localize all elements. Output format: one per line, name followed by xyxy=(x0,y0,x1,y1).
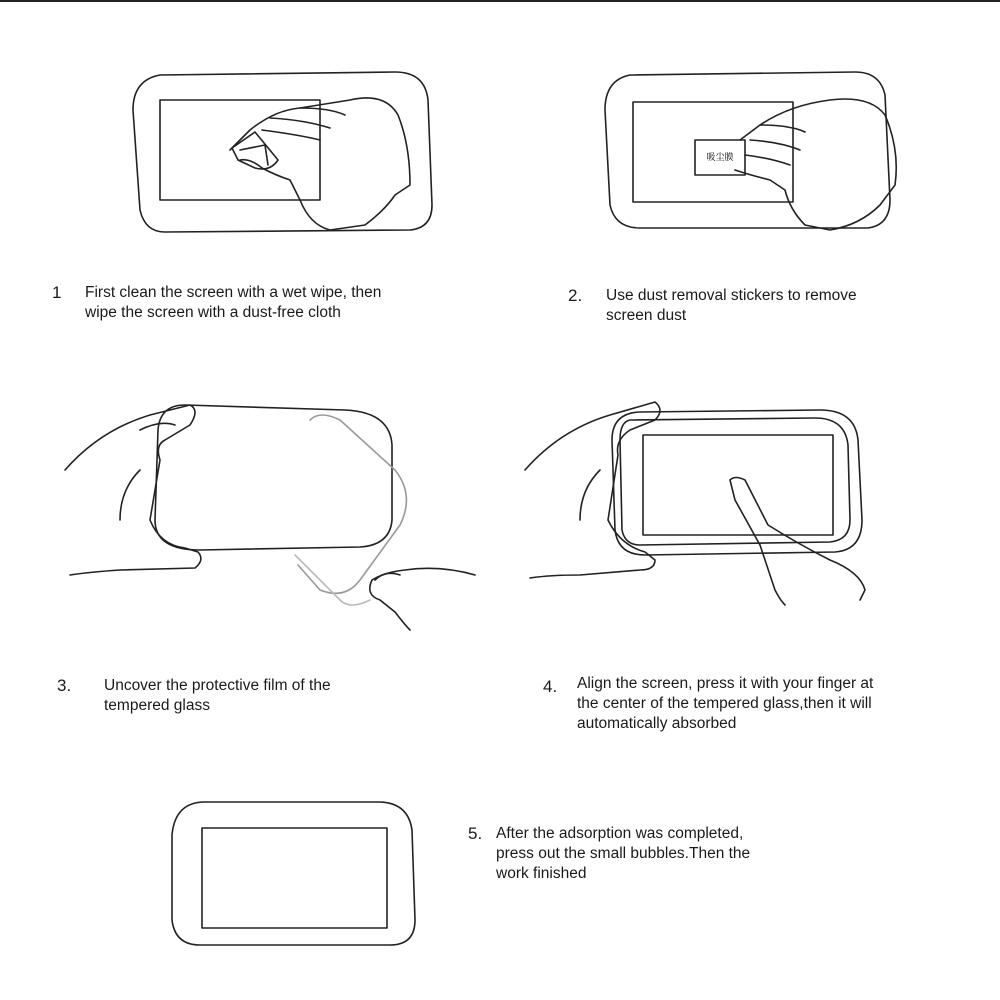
right-hand-icon xyxy=(370,568,475,630)
left-hand-icon xyxy=(65,405,201,575)
step-1-illustration xyxy=(133,72,432,232)
hand-icon xyxy=(735,99,896,230)
step-3-illustration xyxy=(65,405,475,630)
step-4-illustration xyxy=(525,402,865,605)
step-5-illustration xyxy=(172,802,415,945)
step-text: Uncover the protective film of the tempered glass xyxy=(104,677,331,714)
step-text: First clean the screen with a wet wipe, then wipe the screen with a dust-free cloth xyxy=(85,284,382,321)
step-number: 2. xyxy=(568,286,583,305)
step-2-illustration xyxy=(605,72,896,230)
sticker-label: 吸尘膜 xyxy=(706,153,734,163)
finger-icon xyxy=(730,478,865,606)
step-number: 5. xyxy=(468,824,483,843)
step-text: Align the screen, press it with your finger at the center of the tempered glass,then it will automatically absorbed xyxy=(577,675,874,732)
step-text: After the adsorption was completed, press out the small bubbles.Then the work finished xyxy=(496,825,751,882)
step-text: Use dust removal stickers to remove screen dust xyxy=(606,287,857,324)
step-number: 1 xyxy=(52,283,62,302)
step-number: 3. xyxy=(57,676,72,695)
step-number: 4. xyxy=(543,677,558,696)
left-hand-icon xyxy=(525,402,660,578)
